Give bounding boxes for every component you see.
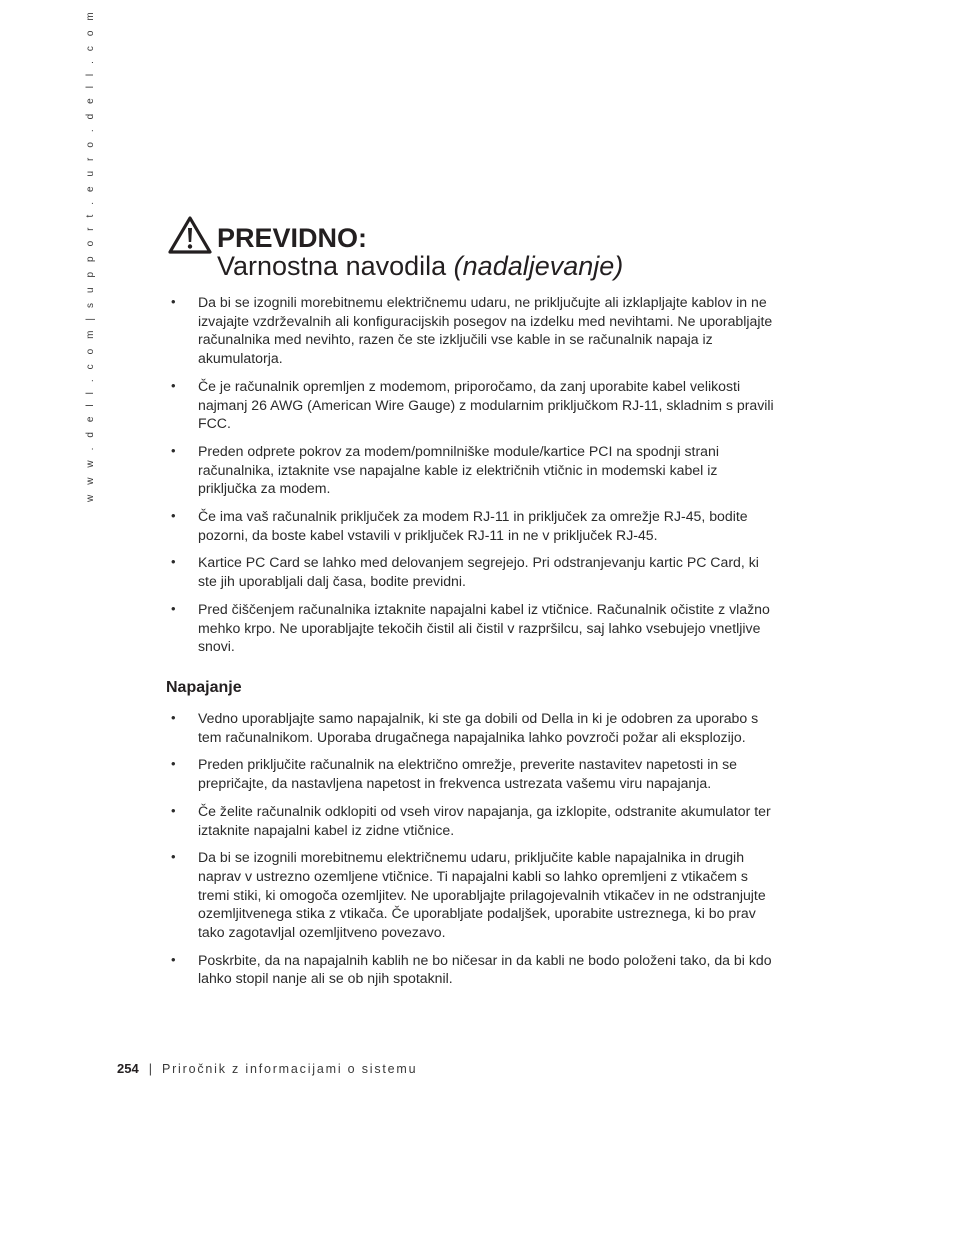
bullet-icon: •	[171, 508, 176, 524]
list-item: • Če ima vaš računalnik priključek za modem RJ-11 in priključek za omrežje RJ-45, bodite pozorni, da boste kabel vstavili v priključek RJ-11 in ne v priključek RJ-45.	[171, 508, 748, 543]
list-item: • Pred čiščenjem računalnika iztaknite napajalni kabel iz vtičnice. Računalnik očistite z vlažno mehko krpo. Ne uporabljajte tekočih čistil ali čistil v razpršilcu, saj lahko vsebujejo vnetljive snovi.	[171, 600, 770, 655]
list-item: • Da bi se izognili morebitnemu električnemu udaru, ne priključujte ali izklapljajte kablov in ne izvajajte vzdrževalnih ali konfiguracijskih posegov na izdelku med nevihtami. Ne uporabljajte računalnika med nevihto, razen če ste izključili vse kable in se računalnik napaja iz akumulatorja.	[171, 294, 773, 367]
list-item: • Da bi se izognili morebitnemu električnemu udaru, priključite kable napajalnika in drugih naprav v ustrezno ozemljene vtičnice. Ti napajalni kabli so lahko opremljeni z vtikačem s tremi stiki, ki omogoča ozemljitev. Ne uporabljajte prilagojevalnih vtikačev in ne odstranjujte ozemljitvenega stika z vtikača. Če uporabljate podaljšek, uporabite ustreznega, ki bo prav tako zagotavljal ozemljitveno povezavo.	[171, 849, 766, 941]
bullet-icon: •	[171, 377, 176, 393]
page-footer	[117, 1061, 417, 1076]
bullet-icon: •	[171, 756, 176, 772]
page-title	[217, 224, 623, 280]
bullet-icon: •	[171, 802, 176, 818]
warning-triangle-icon	[168, 216, 212, 254]
list-item: • Vedno uporabljajte samo napajalnik, ki ste ga dobili od Della in ki je odobren za uporabo s tem računalnikom. Uporaba drugačnega napajalnika lahko povzroči požar ali eksplozijo.	[171, 710, 759, 745]
list-item: • Če je računalnik opremljen z modemom, priporočamo, da zanj uporabite kabel velikosti najmanj 26 AWG (American Wire Gauge) z modularnim priključkom RJ-11, skladnim s pravili FCC.	[171, 377, 774, 432]
list-item: • Preden priključite računalnik na električno omrežje, preverite nastavitev napetosti in se prepričajte, da nastavljena napetost in frekvenca ustrezata vašemu viru napajanja.	[171, 756, 737, 792]
safety-list	[168, 293, 778, 656]
section-heading: Napajanje	[166, 679, 242, 696]
list-item: • Preden odprete pokrov za modem/pomnilniške module/kartice PCI na spodnji strani računalnika, iztaknite vse napajalne kable iz električnih vtičnic in modemski kabel iz priključka za modem.	[171, 442, 719, 497]
title-line2: Varnostna navodila (nadaljevanje)	[217, 251, 624, 281]
side-url: w w w . d e l l . c o m | s u p p o r t . e u r o . d e l l . c o m	[85, 8, 96, 502]
title-line2-italic: (nadaljevanje)	[453, 251, 624, 281]
list-item: • Če želite računalnik odklopiti od vseh virov napajanja, ga izklopite, odstranite akumulator ter iztaknite napajalni kabel iz zidne vtičnice.	[171, 802, 771, 838]
list-item: • Poskrbite, da na napajalnih kablih ne bo ničesar in da kabli ne bodo položeni tako, da bi kdo lahko stopil nanje ali se ob njih spotaknil.	[171, 951, 772, 987]
running-title: Priročnik z informacijami o sistemu	[161, 1062, 418, 1076]
title-line1: PREVIDNO:	[217, 223, 368, 253]
page-number: 254	[117, 1061, 139, 1076]
bullet-icon: •	[171, 294, 176, 309]
bullet-icon: •	[171, 442, 176, 458]
bullet-icon: •	[171, 600, 176, 616]
footer-separator: |	[148, 1062, 152, 1076]
power-list	[168, 709, 778, 997]
bullet-icon: •	[171, 849, 176, 865]
bullet-icon: •	[171, 951, 176, 967]
bullet-icon: •	[171, 554, 176, 570]
list-item: • Kartice PC Card se lahko med delovanjem segrejejo. Pri odstranjevanju kartic PC Card, ki ste jih uporabljali dalj časa, bodite previdni.	[171, 554, 759, 590]
bullet-icon: •	[171, 710, 176, 725]
